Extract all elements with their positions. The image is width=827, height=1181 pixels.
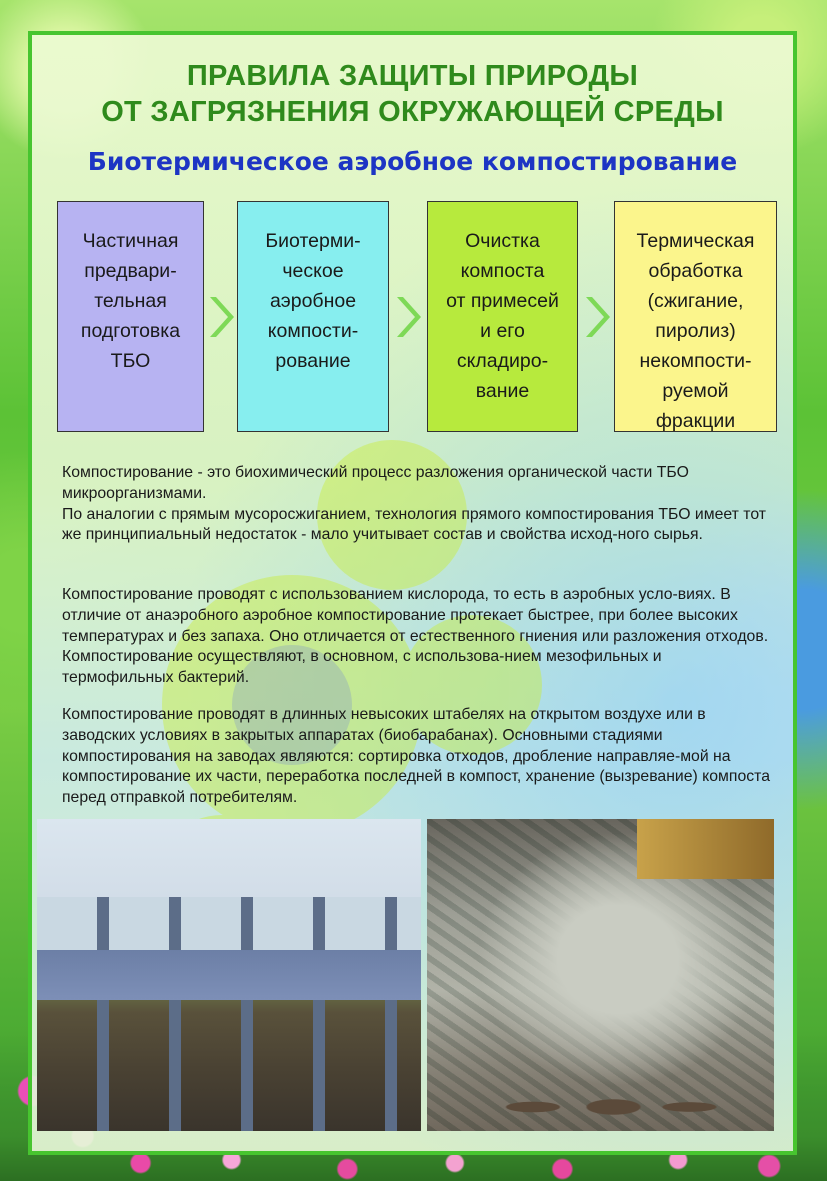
step-box-composting [237, 201, 389, 432]
title-line-2: ОТ ЗАГРЯЗНЕНИЯ ОКРУЖАЮЩЕЙ СРЕДЫ [101, 96, 724, 128]
compost-windrow-photo [37, 819, 421, 1131]
subtitle: Биотермическое аэробное компостирование [87, 147, 738, 176]
step-label: Биотерми- ческое аэробное компости- рование [265, 230, 361, 372]
paragraph-process: Компостирование проводят в длинных невысоких штабелях на открытом воздухе или в заводских условиях в закрытых аппаратах (биобарабанах). Основными стадиями компостирования на заводах являются: сортировка отходов, дробление направляе-мой на компостирование их части, переработка последней в компост, хранение (вызревание) компоста перед отправкой потребителям. [62, 706, 770, 807]
press-beam [637, 819, 774, 879]
chevron-right-icon [584, 295, 610, 339]
paragraph-definition: Компостирование - это биохимический процесс разложения органической части ТБО микроорганизмами. По аналогии с прямым мусоросжиганием, технология прямого компостирования ТБО имеет тот же принципиальный недостаток - мало учитывает состав и свойства исход-ного сырья. [62, 464, 767, 544]
step-label: Термическая обработка (сжигание, пиролиз) некомпости- руемой фракции [636, 230, 755, 432]
poster-panel [28, 31, 797, 1155]
chevron-right-icon [208, 295, 234, 339]
step-box-cleaning [427, 201, 578, 432]
compressed-waste-bale-photo [427, 819, 774, 1131]
step-label: Очистка компоста от примесей и его складиро- вание [446, 230, 559, 402]
page-title [32, 58, 793, 130]
step-label: Частичная предвари- тельная подготовка ТБО [80, 230, 181, 372]
pipes [487, 1071, 717, 1131]
chevron-right-icon [395, 295, 421, 339]
step-box-preparation [57, 201, 204, 432]
title-line-1: ПРАВИЛА ЗАЩИТЫ ПРИРОДЫ [186, 60, 639, 92]
paragraph-aerobic: Компостирование проводят с использованием кислорода, то есть в аэробных усло-виях. В отличие от анаэробного аэробное компостирование протекает быстрее, при более высоких температурах и без запаха. Оно отличается от естественного гниения или разложения отходов. Компостирование осуществляют, в основном, с использова-нием мезофильных и термофильных бактерий. [62, 586, 769, 687]
step-box-thermal [614, 201, 777, 432]
